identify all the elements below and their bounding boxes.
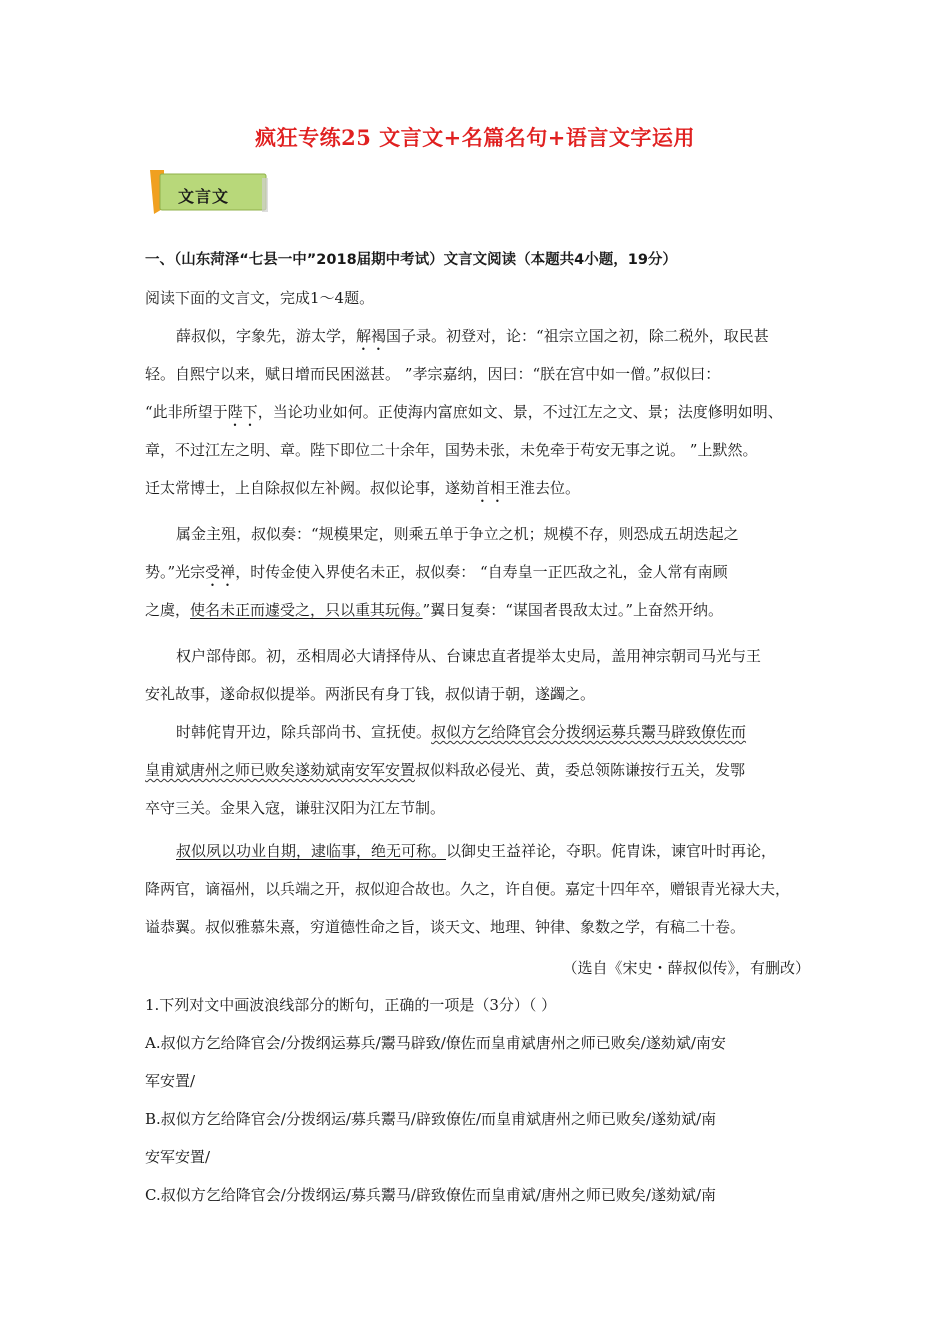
passage-line: 叔似夙以功业自期，逮临事，绝无可称。以御史王益祥论，夺职。侂胄诛，谏官叶时再论， <box>176 842 777 860</box>
passage-line: 谥恭翼。叔似雅慕朱熹，穷道德性命之旨，谈天文、地理、钟律、象数之学，有稿二十卷。 <box>145 918 746 936</box>
section-badge-label: 文言文 <box>178 187 230 206</box>
underlined-sentence: 叔似夙以功业自期，逮临事，绝无可称。 <box>176 842 447 860</box>
instruction-text: 阅读下面的文言文，完成1～4题。 <box>145 289 375 307</box>
option-b: B.叔似方乞给降官会/分拨纲运/募兵鬻马/辟致僚佐/而皇甫斌唐州之师已败矣/遂劾斌/南 <box>145 1110 717 1128</box>
passage-line: 降两官，谪福州，以兵端之开，叔似迎合故也。久之，许自便。嘉定十四年卒，赠银青光禄大夫， <box>145 880 791 898</box>
passage-line: 轻。自熙宁以来，赋日增而民困滋甚。 ”孝宗嘉纳，因曰：“朕在宫中如一僧。”叔似曰： <box>145 365 721 383</box>
page-title: 疯狂专练25 文言文+名篇名句+语言文字运用 <box>255 125 695 150</box>
option-a: A.叔似方乞给降官会/分拨纲运募兵/鬻马辟致/僚佐而皇甫斌唐州之师已败矣/遂劾斌/南安 <box>145 1034 726 1052</box>
passage-line: 势。”光宗受禅，时传金使入界使名未正，叔似奏： “自寿皇一正匹敌之礼，金人常有南顾 <box>145 563 728 581</box>
passage-line: “此非所望于陛下，当论功业如何。正使海内富庶如文、景，不过江左之文、景；法度修明如明、 <box>145 403 783 421</box>
option-c: C.叔似方乞给降官会/分拨纲运/募兵鬻马/辟致僚佐而皇甫斌/唐州之师已败矣/遂劾斌/南 <box>145 1186 717 1204</box>
dotted-word: 陛下 <box>227 403 258 421</box>
option-a-cont: 军安置/ <box>145 1072 196 1090</box>
wavy-underlined-text: 叔似方乞给降官会分拨纲运募兵鬻马辟致僚佐而 <box>431 723 747 741</box>
dotted-word: 受禅 <box>205 563 236 581</box>
passage-line: 权户部侍郎。初，丞相周必大请择侍从、台谏忠直者提举太史局，盖用神宗朝司马光与王 <box>176 647 762 665</box>
wavy-underlined-text: 皇甫斌唐州之师已败矣遂劾斌南安军安置 <box>145 761 416 779</box>
question-1-stem: 1.下列对文中画波浪线部分的断句，正确的一项是（3分）（ ） <box>145 996 557 1014</box>
dotted-word: 解褐 <box>356 327 387 345</box>
passage-line: 时韩侂胄开边，除兵部尚书、宣抚使。叔似方乞给降官会分拨纲运募兵鬻马辟致僚佐而 <box>176 723 747 741</box>
badge-shadow <box>262 178 268 212</box>
passage-line: 迁太常博士，上自除叔似左补阙。叔似论事，遂劾首相王淮去位。 <box>145 479 581 497</box>
passage-line: 卒守三关。金果入寇，谦驻汉阳为江左节制。 <box>145 799 446 817</box>
passage-line: 安礼故事，遂命叔似提举。两浙民有身丁钱，叔似请于朝，遂蠲之。 <box>145 685 596 703</box>
underlined-sentence: 使名未正而遽受之，只以重其玩侮。 <box>190 601 423 619</box>
passage-source: （选自《宋史・薛叔似传》，有删改） <box>562 959 810 977</box>
question-header: 一、（山东菏泽“七县一中”2018届期中考试）文言文阅读（本题共4小题，19分） <box>145 252 677 268</box>
option-b-cont: 安军安置/ <box>145 1148 211 1166</box>
passage-line: 之虞，使名未正而遽受之，只以重其玩侮。”翼日复奏：“谋国者畏敌太过。”上奋然开纳。 <box>145 601 724 619</box>
dotted-word: 首相 <box>475 479 506 497</box>
passage-line: 薛叔似，字象先，游太学，解褐国子录。初登对，论：“祖宗立国之初，除二税外，取民甚 <box>176 327 769 345</box>
passage-line: 皇甫斌唐州之师已败矣遂劾斌南安军安置叔似料敌必侵光、黄，委总领陈谦按行五关，发鄂 <box>145 761 746 779</box>
passage-line: 章，不过江左之明、章。陛下即位二十余年，国势未张，未免牵于苟安无事之说。 ”上默然。 <box>145 441 758 459</box>
passage-line: 属金主殂，叔似奏：“规模果定，则乘五单于争立之机；规模不存，则恐成五胡迭起之 <box>176 525 739 543</box>
